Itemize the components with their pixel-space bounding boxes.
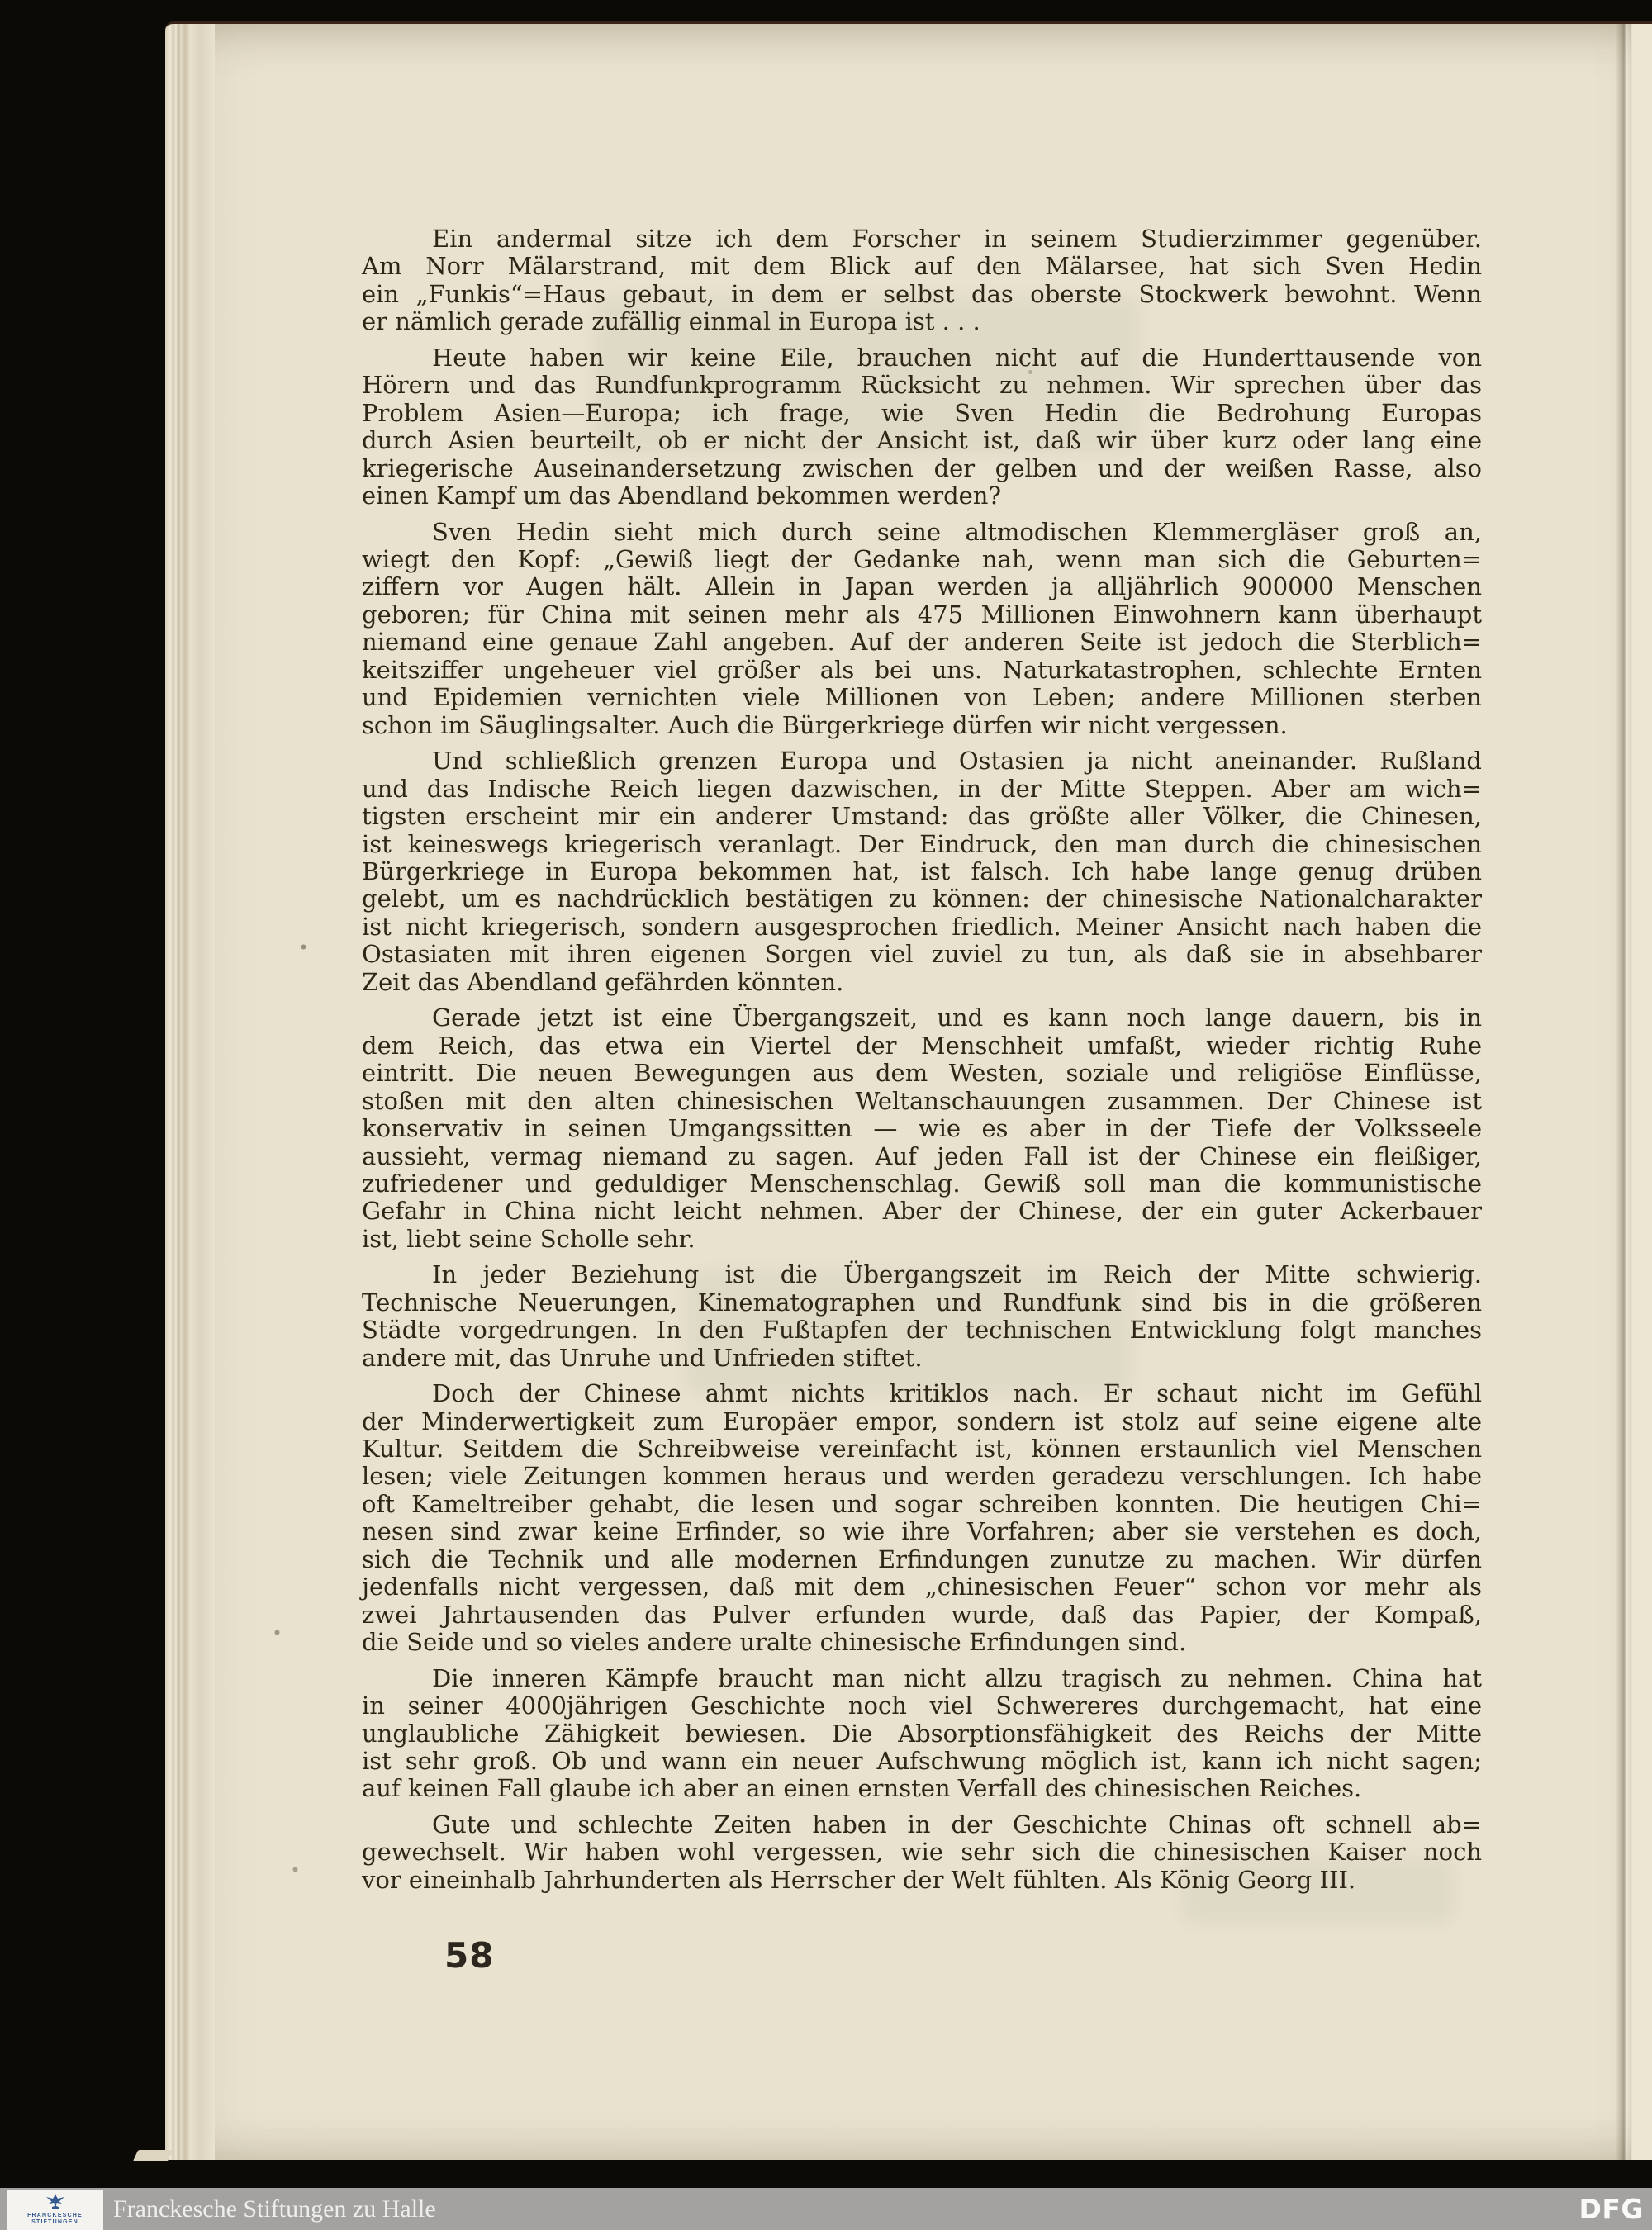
- text-line: zwei Jahrtausenden das Pulver erfunden wurde, daß das Papier, der Kompaß,: [362, 1600, 1482, 1629]
- text-line: Doch der Chinese ahmt nichts kritiklos nach. Er schaut nicht im Gefühl: [432, 1379, 1482, 1408]
- logo-caption-line2: STIFTUNGEN: [31, 2219, 78, 2225]
- text-line: ist nicht kriegerisch, sondern ausgesprochen friedlich. Meiner Ansicht nach haben die: [362, 912, 1482, 941]
- text-line: Zeit das Abendland gefährden könnten.: [362, 967, 844, 996]
- text-line: stoßen mit den alten chinesischen Weltanschauungen zusammen. Der Chinese ist: [362, 1086, 1482, 1115]
- text-line: der Minderwertigkeit zum Europäer empor, sondern ist stolz auf seine eigene alte: [362, 1407, 1482, 1435]
- paragraph: [362, 1811, 1482, 1894]
- text-line: unglaubliche Zähigkeit bewiesen. Die Absorptionsfähigkeit des Reichs der Mitte: [362, 1719, 1482, 1748]
- text-line: Ein andermal sitze ich dem Forscher in seinem Studierzimmer gegenüber.: [432, 225, 1482, 253]
- text-line: keitsziffer ungeheuer viel größer als bei uns. Naturkatastrophen, schlechte Ernten: [362, 655, 1482, 684]
- text-line: aussieht, vermag niemand zu sagen. Auf jeden Fall ist der Chinese ein fleißiger,: [362, 1141, 1482, 1170]
- text-line: sich die Technik und alle modernen Erfindungen zunutze zu machen. Wir dürfen: [362, 1544, 1482, 1573]
- text-line: dem Reich, das etwa ein Viertel der Menschheit umfaßt, wieder richtig Ruhe: [362, 1031, 1482, 1060]
- text-line: ist keineswegs kriegerisch veranlagt. Der Eindruck, den man durch die chinesischen: [362, 829, 1482, 858]
- text-line: Heute haben wir keine Eile, brauchen nicht auf die Hunderttausende von: [432, 343, 1482, 372]
- text-line: durch Asien beurteilt, ob er nicht der Ansicht ist, daß wir über kurz oder lang eine: [362, 426, 1482, 455]
- text-line: jedenfalls nicht vergessen, daß mit dem „chinesischen Feuer“ schon vor mehr als: [362, 1573, 1482, 1601]
- page-edge-stack: [165, 24, 215, 2160]
- text-line: gelebt, um es nachdrücklich bestätigen zu können: der chinesische Nationalcharakter: [362, 885, 1482, 913]
- paper-specks: [165, 24, 168, 26]
- page-text: [362, 225, 1482, 1894]
- logo-caption-line1: FRANCKESCHE: [27, 2213, 83, 2218]
- text-line: Die inneren Kämpfe braucht man nicht allzu tragisch zu nehmen. China hat: [432, 1663, 1482, 1692]
- text-line: ein „Funkis“=Haus gebaut, in dem er selbst das oberste Stockwerk bewohnt. Wenn: [362, 279, 1482, 308]
- text-line: Sven Hedin sieht mich durch seine altmodischen Klemmergläser groß an,: [432, 517, 1482, 546]
- text-line: Technische Neuerungen, Kinematographen und Rundfunk sind bis in die größeren: [362, 1288, 1482, 1317]
- text-line: niemand eine genaue Zahl angeben. Auf der anderen Seite ist jedoch die Sterblich=: [362, 628, 1482, 657]
- text-line: einen Kampf um das Abendland bekommen werden?: [362, 482, 1002, 510]
- viewer-footer-bar: [0, 2188, 1652, 2230]
- text-line: Gerade jetzt ist eine Übergangszeit, und es kann noch lange dauern, bis in: [432, 1004, 1482, 1032]
- text-line: zufriedener und geduldiger Menschenschlag. Gewiß soll man die kommunistische: [362, 1169, 1482, 1198]
- logo-caption: [7, 2213, 103, 2226]
- text-line: ziffern vor Augen hält. Allein in Japan werden ja alljährlich 900000 Menschen: [362, 572, 1482, 601]
- paragraph: [362, 1004, 1482, 1253]
- text-line: wiegt den Kopf: „Gewiß liegt der Gedanke nah, wenn man sich die Geburten=: [362, 544, 1482, 573]
- paragraph: [362, 1261, 1482, 1372]
- text-line: Gefahr in China nicht leicht nehmen. Aber der Chinese, der ein guter Ackerbauer: [362, 1197, 1482, 1226]
- text-line: er nämlich gerade zufällig einmal in Europa ist . . .: [362, 307, 980, 336]
- text-line: gewechselt. Wir haben wohl vergessen, wie sehr sich die chinesischen Kaiser noch: [362, 1838, 1482, 1867]
- text-line: Problem Asien—Europa; ich frage, wie Sven Hedin die Bedrohung Europas: [362, 398, 1482, 427]
- text-line: die Seide und so vieles andere uralte chinesische Erfindungen sind.: [362, 1628, 1187, 1657]
- text-line: tigsten erscheint mir ein anderer Umstand: das größte aller Völker, die Chinesen,: [362, 802, 1482, 831]
- paragraph: [362, 1380, 1482, 1657]
- text-line: eintritt. Die neuen Bewegungen aus dem Westen, soziale und religiöse Einflüsse,: [362, 1059, 1482, 1088]
- text-line: Gute und schlechte Zeiten haben in der Geschichte Chinas oft schnell ab=: [432, 1810, 1482, 1839]
- text-line: schon im Säuglingsalter. Auch die Bürgerkriege dürfen wir nicht vergessen.: [362, 710, 1288, 739]
- binding-gutter: [1616, 24, 1632, 2160]
- text-line: lesen; viele Zeitungen kommen heraus und werden geradezu verschlungen. Ich habe: [362, 1462, 1482, 1491]
- paragraph: [362, 344, 1482, 510]
- book-page: [165, 21, 1652, 2160]
- text-line: Kultur. Seitdem die Schreibweise vereinfacht ist, können erstaunlich viel Menschen: [362, 1435, 1482, 1464]
- text-line: Am Norr Mälarstrand, mit dem Blick auf den Mälarsee, hat sich Sven Hedin: [362, 252, 1482, 281]
- text-line: nesen sind zwar keine Erfinder, so wie ihre Vorfahren; aber sie verstehen es doch,: [362, 1517, 1482, 1546]
- text-line: Ostasiaten mit ihren eigenen Sorgen viel zuviel zu tun, als daß sie in absehbarer: [362, 940, 1482, 969]
- text-line: und Epidemien vernichten viele Millionen von Leben; andere Millionen sterben: [362, 683, 1482, 712]
- paragraph: [362, 747, 1482, 996]
- text-line: In jeder Beziehung ist die Übergangszeit im Reich der Mitte schwierig.: [432, 1260, 1482, 1289]
- text-line: andere mit, das Unruhe und Unfrieden stiftet.: [362, 1343, 923, 1372]
- text-line: Bürgerkriege in Europa bekommen hat, ist falsch. Ich habe lange genug drüben: [362, 856, 1482, 885]
- paragraph: [362, 519, 1482, 740]
- text-line: geboren; für China mit seinen mehr als 475 Millionen Einwohnern kann überhaupt: [362, 600, 1482, 629]
- text-line: ist, liebt seine Scholle sehr.: [362, 1224, 695, 1253]
- text-line: ist sehr groß. Ob und wann ein neuer Aufschwung möglich ist, kann ich nicht sagen;: [362, 1747, 1482, 1776]
- text-line: konservativ in seinen Umgangssitten — wie es aber in der Tiefe der Volksseele: [362, 1114, 1482, 1143]
- institution-name: Franckesche Stiftungen zu Halle: [113, 2195, 436, 2223]
- page-number: 58: [444, 1935, 495, 1976]
- adjacent-page-edge: [1631, 24, 1652, 2160]
- franckesche-stiftungen-logo[interactable]: [7, 2190, 103, 2230]
- text-line: kriegerische Auseinandersetzung zwischen der gelben und der weißen Rasse, also: [362, 453, 1482, 482]
- text-line: und das Indische Reich liegen dazwischen, in der Mitte Steppen. Aber am wich=: [362, 774, 1482, 803]
- text-line: vor eineinhalb Jahrhunderten als Herrscher der Welt fühlten. Als König Georg III.: [362, 1865, 1356, 1894]
- text-line: in seiner 4000jährigen Geschichte noch viel Schwereres durchgemacht, hat eine: [362, 1691, 1482, 1720]
- paragraph: [362, 225, 1482, 336]
- text-line: oft Kameltreiber gehabt, die lesen und sogar schreiben konnten. Die heutigen Chi=: [362, 1489, 1482, 1518]
- text-line: Städte vorgedrungen. In den Fußtapfen der technischen Entwicklung folgt manches: [362, 1316, 1482, 1345]
- paragraph: [362, 1665, 1482, 1803]
- text-line: auf keinen Fall glaube ich aber an einen ernsten Verfall des chinesischen Reiches.: [362, 1774, 1362, 1803]
- text-line: Hörern und das Rundfunkprogramm Rücksicht zu nehmen. Wir sprechen über das: [362, 371, 1482, 400]
- text-line: Und schließlich grenzen Europa und Ostasien ja nicht aneinander. Rußland: [432, 747, 1482, 776]
- dfg-logo[interactable]: DFG: [1578, 2193, 1644, 2225]
- eagle-icon: [45, 2194, 66, 2212]
